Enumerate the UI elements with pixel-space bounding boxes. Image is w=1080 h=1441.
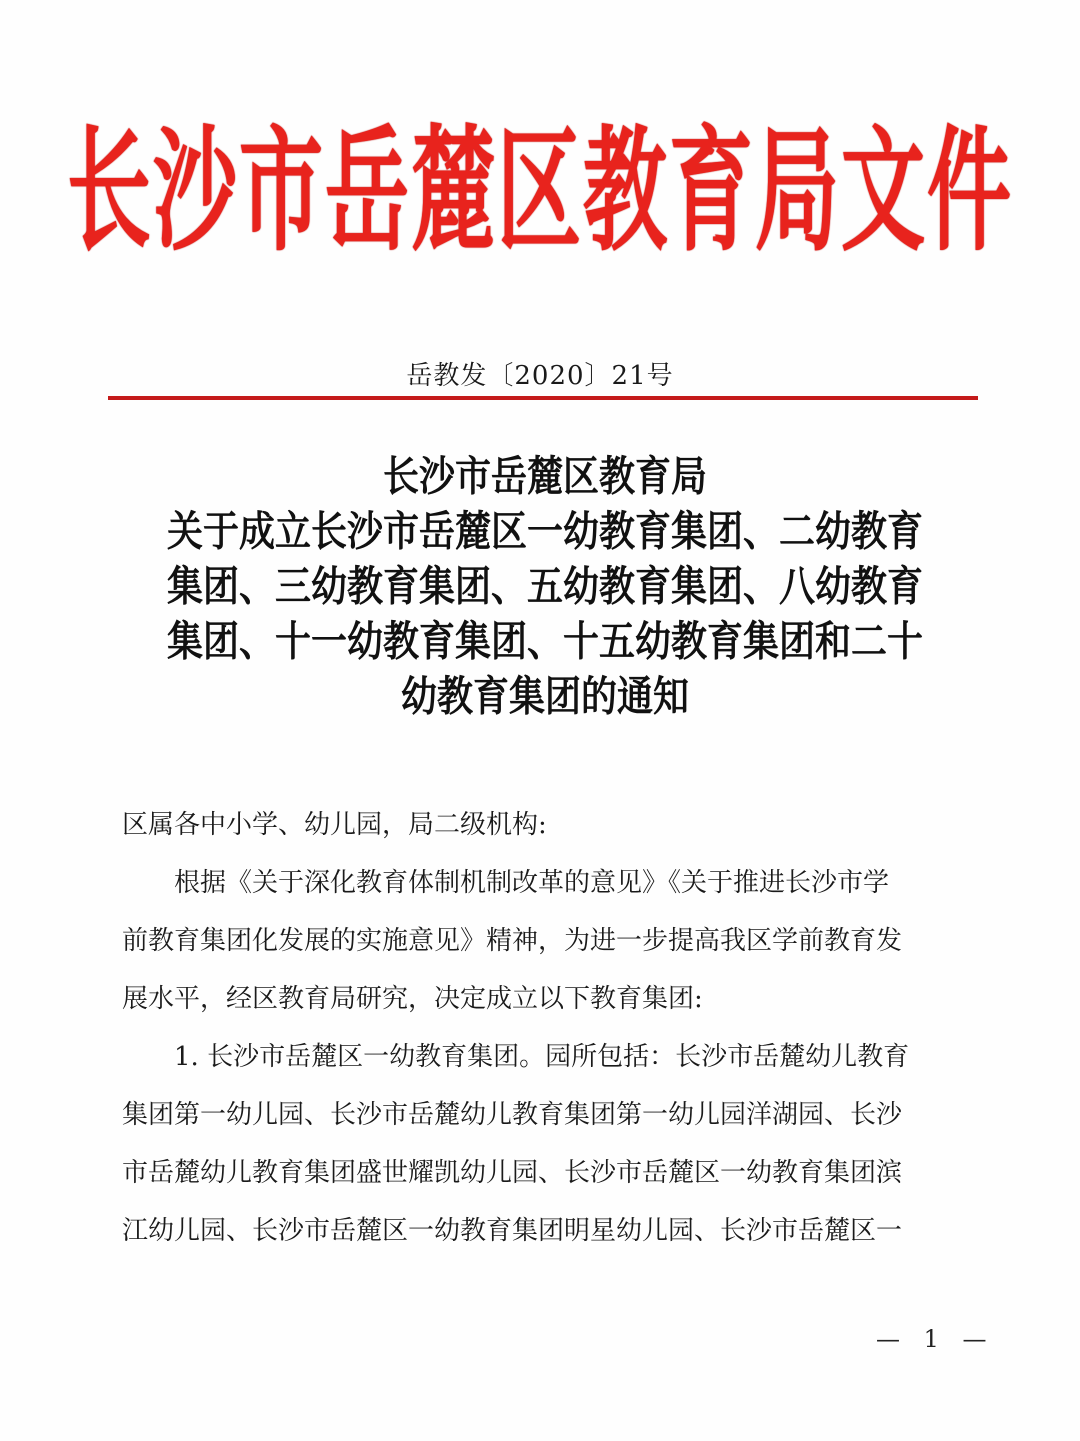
red-divider-rule — [108, 396, 978, 400]
body-line: 1. 长沙市岳麓区一幼教育集团。园所包括：长沙市岳麓幼儿教育 — [174, 1042, 910, 1072]
body-line: 前教育集团化发展的实施意见》精神，为进一步提高我区学前教育发 — [122, 926, 903, 956]
masthead-title: 长沙市岳麓区教育局文件 — [67, 110, 1014, 269]
body-line: 集团第一幼儿园、长沙市岳麓幼儿教育集团第一幼儿园洋湖园、长沙 — [122, 1100, 903, 1130]
body-line: 展水平，经区教育局研究，决定成立以下教育集团: — [122, 984, 703, 1014]
title-line: 关于成立长沙市岳麓区一幼教育集团、二幼教育 — [166, 508, 923, 557]
body-line: 市岳麓幼儿教育集团盛世耀凯幼儿园、长沙市岳麓区一幼教育集团滨 — [122, 1158, 903, 1188]
body-line: 江幼儿园、长沙市岳麓区一幼教育集团明星幼儿园、长沙市岳麓区一 — [122, 1216, 903, 1246]
title-line: 集团、十一幼教育集团、十五幼教育集团和二十 — [166, 618, 923, 667]
salutation: 区属各中小学、幼儿园，局二级机构: — [122, 810, 547, 840]
title-line: 幼教育集团的通知 — [400, 673, 689, 722]
body-line: 根据《关于深化教育体制机制改革的意见》《关于推进长沙市学 — [174, 868, 890, 898]
notice-title — [120, 450, 970, 725]
notice-body — [122, 796, 982, 1260]
title-line: 长沙市岳麓区教育局 — [382, 453, 707, 502]
document-number: 岳教发〔2020〕21号 — [406, 361, 674, 391]
title-line: 集团、三幼教育集团、五幼教育集团、八幼教育 — [166, 563, 923, 612]
page-number: — 1 — — [876, 1325, 995, 1353]
